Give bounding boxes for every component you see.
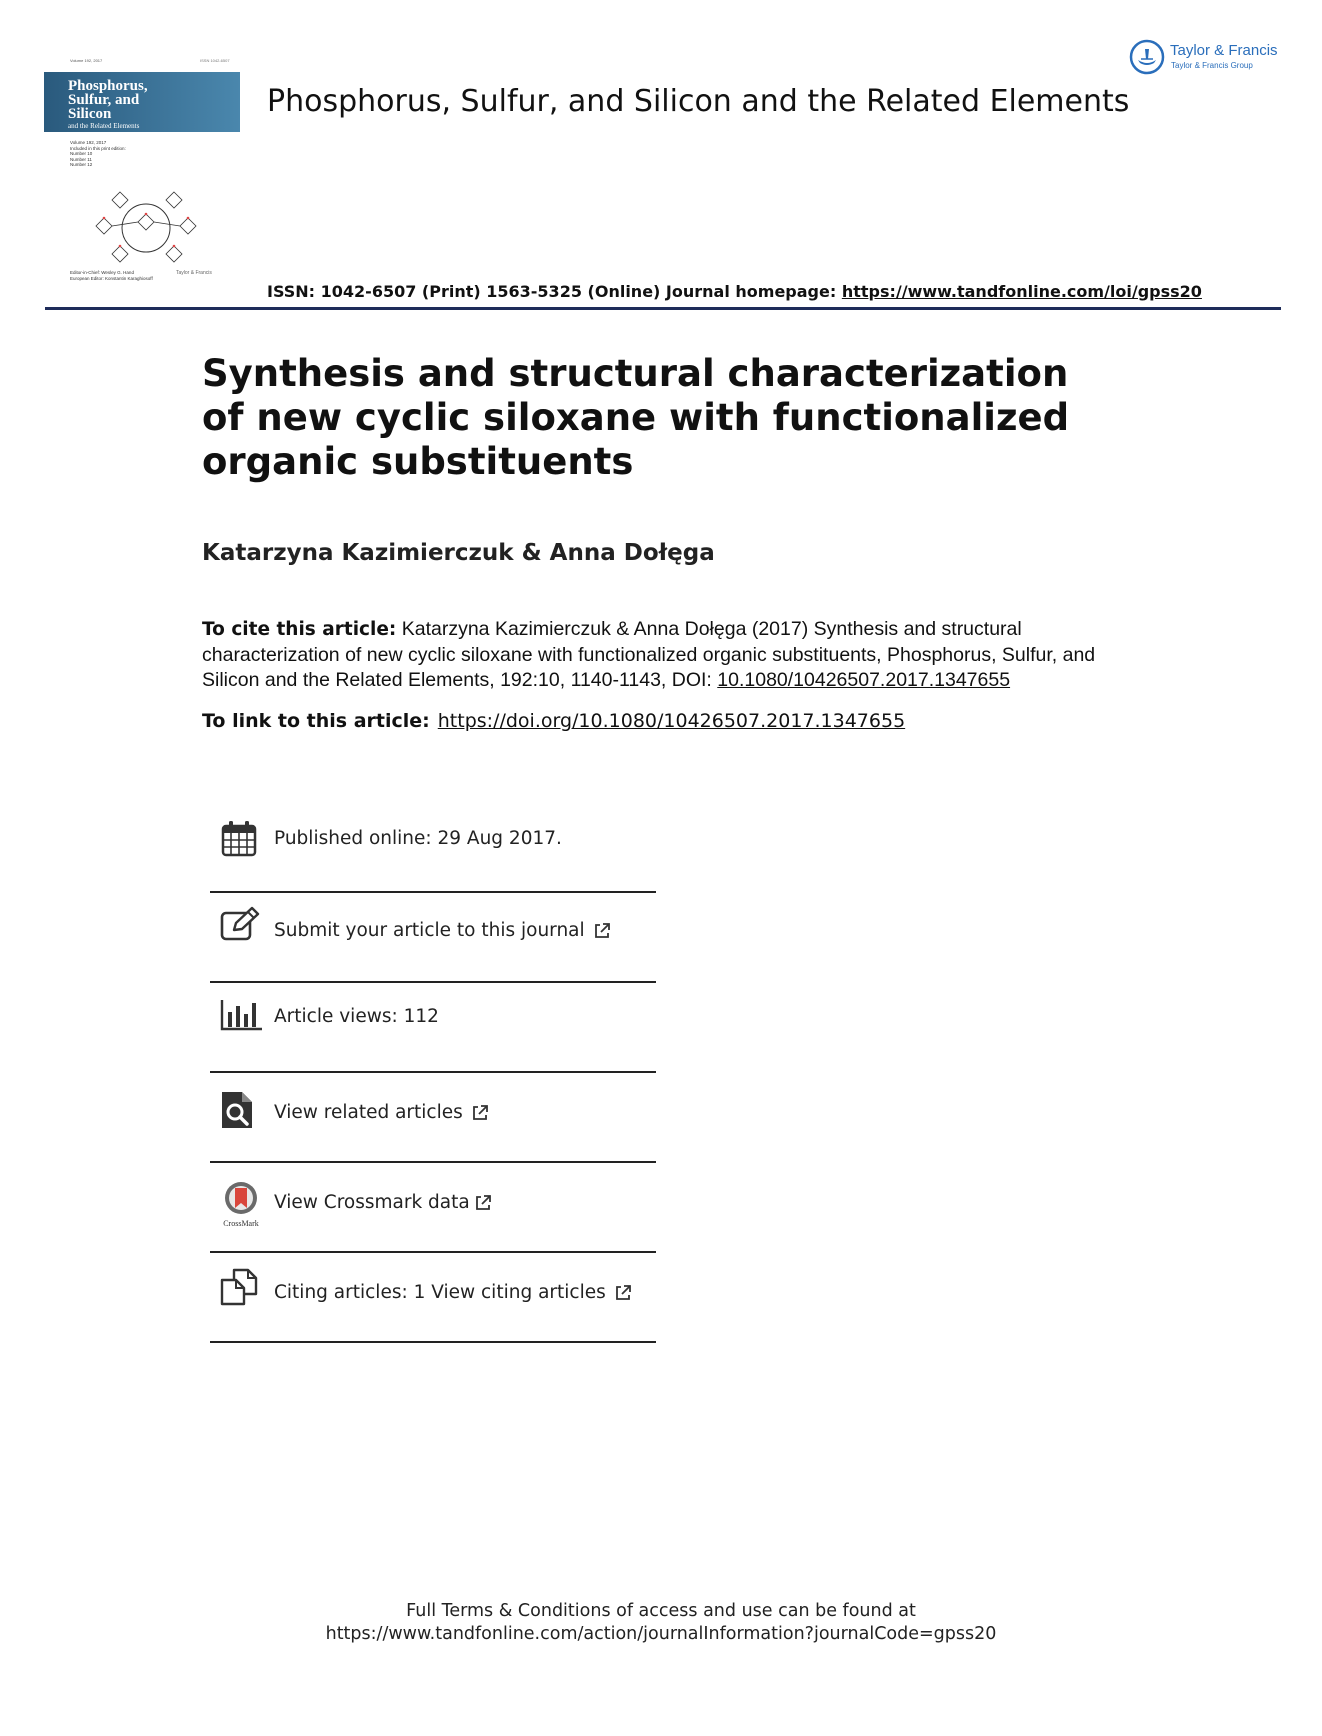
citation-block [202, 617, 1132, 694]
row-divider [210, 1161, 656, 1163]
publisher-name: Taylor & Francis [1170, 42, 1278, 59]
cover-editor-line: European Editor: Konstantin Karaghiosoff [70, 275, 153, 281]
info-row-submit[interactable] [210, 894, 656, 983]
search-document-icon [220, 1090, 254, 1130]
row-divider [210, 1251, 656, 1253]
article-link-line [202, 710, 905, 732]
submit-article-label: Submit your article to this journal [274, 920, 585, 941]
cite-doi-link[interactable]: 10.1080/10426507.2017.1347655 [717, 669, 1011, 691]
related-articles-link[interactable] [274, 1102, 489, 1123]
crossmark-badge [220, 1180, 262, 1228]
row-divider [210, 1071, 656, 1073]
publisher-group: Taylor & Francis Group [1171, 61, 1253, 70]
cover-editor-line: Editor-in-Chief: Wesley G. Hand [70, 270, 134, 275]
info-row-crossmark[interactable] [210, 1164, 656, 1253]
article-doi-link[interactable]: https://doi.org/10.1080/10426507.2017.1347655 [437, 710, 906, 732]
cover-issue-line: Volume 192, 2017 [70, 140, 107, 145]
row-divider [210, 981, 656, 983]
info-row-related[interactable] [210, 1074, 656, 1163]
article-title: Synthesis and structural characterization of new cyclic siloxane with functionalized organic substituents [202, 352, 1070, 483]
external-link-icon [474, 1194, 492, 1212]
footer-terms [0, 1600, 1322, 1646]
cite-label: To cite this article: [202, 619, 397, 640]
header-divider [45, 307, 1281, 310]
submit-article-link[interactable] [274, 920, 611, 941]
journal-homepage-link[interactable]: https://www.tandfonline.com/loi/gpss20 [841, 282, 1202, 301]
publisher-logo[interactable] [1126, 38, 1296, 78]
issn-line [267, 282, 1202, 301]
cover-publisher: Taylor & Francis [176, 270, 212, 276]
external-link-icon [593, 922, 611, 940]
calendar-icon [220, 820, 258, 858]
crossmark-link[interactable] [274, 1192, 492, 1213]
cover-volume: Volume 192, 2017 [70, 58, 103, 63]
citing-articles-link[interactable] [274, 1282, 632, 1303]
info-row-views [210, 984, 656, 1073]
journal-title: Phosphorus, Sulfur, and Silicon and the Related Elements [267, 84, 1130, 119]
article-views: Article views: 112 [274, 1006, 439, 1027]
cover-issue-line: Included in this print edition: [70, 145, 126, 151]
row-divider [210, 891, 656, 893]
publisher-logo-icon [1128, 38, 1166, 76]
journal-cover [44, 56, 240, 286]
footer-line: Full Terms & Conditions of access and use can be found at [406, 1601, 916, 1621]
cover-molecule-graphic [64, 184, 224, 268]
cover-title: Phosphorus, Sulfur, and Silicon [68, 78, 148, 122]
crossmark-label: View Crossmark data [274, 1192, 470, 1213]
related-articles-label: View related articles [274, 1102, 463, 1123]
row-divider [210, 1341, 656, 1343]
edit-icon [220, 906, 260, 942]
info-row-citing[interactable] [210, 1254, 656, 1343]
external-link-icon [471, 1104, 489, 1122]
published-date: Published online: 29 Aug 2017. [274, 828, 562, 849]
copy-documents-icon [220, 1268, 260, 1306]
cite-text: Katarzyna Kazimierczuk & Anna Dołęga (2017) Synthesis and structural characterization of new cyclic siloxane with functionalized organic substituents, Phosphorus, Sulfur, and Silicon and the Related Elements, 192:10, 1140-1143, DOI: [202, 618, 1096, 691]
cover-issue-info [70, 140, 126, 168]
external-link-icon [614, 1284, 632, 1302]
cover-subtitle: and the Related Elements [68, 122, 140, 130]
footer-terms-link[interactable]: https://www.tandfonline.com/action/journalInformation?journalCode=gpss20 [325, 1624, 997, 1644]
info-row-published [210, 804, 656, 893]
cover-editors [70, 270, 153, 281]
cover-code: ISSN 1042-6507 [200, 58, 230, 63]
crossmark-icon [220, 1180, 262, 1216]
article-authors: Katarzyna Kazimierczuk & Anna Dołęga [202, 540, 715, 566]
cover-issue-line: Number 12 [70, 162, 93, 167]
crossmark-text: CrossMark [223, 1219, 259, 1228]
citing-articles-label: Citing articles: 1 View citing articles [274, 1282, 606, 1303]
cover-issue-line: Number 10 [70, 151, 93, 156]
link-label: To link to this article: [202, 710, 430, 732]
bar-chart-icon [220, 998, 264, 1032]
cover-issue-line: Number 11 [70, 156, 92, 162]
cover-title-band [44, 72, 240, 132]
issn-text: ISSN: 1042-6507 (Print) 1563-5325 (Online) Journal homepage: [267, 282, 842, 301]
